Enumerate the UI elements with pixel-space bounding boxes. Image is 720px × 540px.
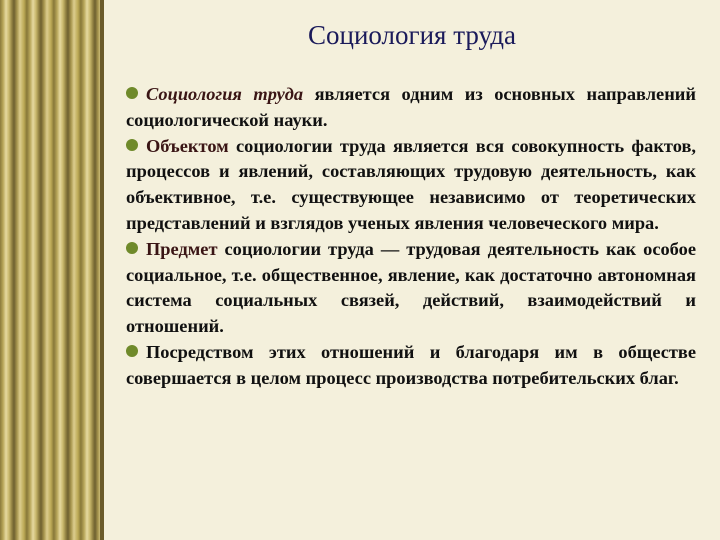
paragraph-object (126, 134, 696, 237)
paragraph-text: социологии труда — трудовая деятельность как особое социальное, т.е. общественное, явление, как достаточно автономная система социальных связей, действий, взаимодействий и отношений. (126, 238, 696, 337)
paragraph-definition (126, 82, 696, 134)
decorative-gold-panel (0, 0, 104, 540)
bullet-icon (126, 242, 138, 254)
slide-body (126, 82, 696, 392)
paragraph-subject (126, 237, 696, 340)
bullet-icon (126, 139, 138, 151)
paragraph-text: является одним из основных направлений социологической науки. (126, 84, 696, 130)
paragraph-text: Посредством этих отношений и благодаря им в обществе совершается в целом процесс производства потребительских благ. (126, 341, 696, 388)
bullet-icon (126, 87, 138, 99)
paragraph-relations (126, 340, 696, 392)
paragraph-text: социологии труда является вся совокупность фактов, процессов и явлений, составляющих трудовую деятельность, как объективное, т.е. существующее независимо от теоретических представлений и взглядов ученых явления человеческого мира. (126, 135, 696, 233)
term-subject: Предмет (146, 238, 218, 259)
slide-title: Социология труда (307, 20, 516, 50)
term-object: Объектом (146, 135, 229, 156)
term-sociology-of-labor: Социология труда (146, 84, 304, 104)
bullet-icon (126, 345, 138, 357)
